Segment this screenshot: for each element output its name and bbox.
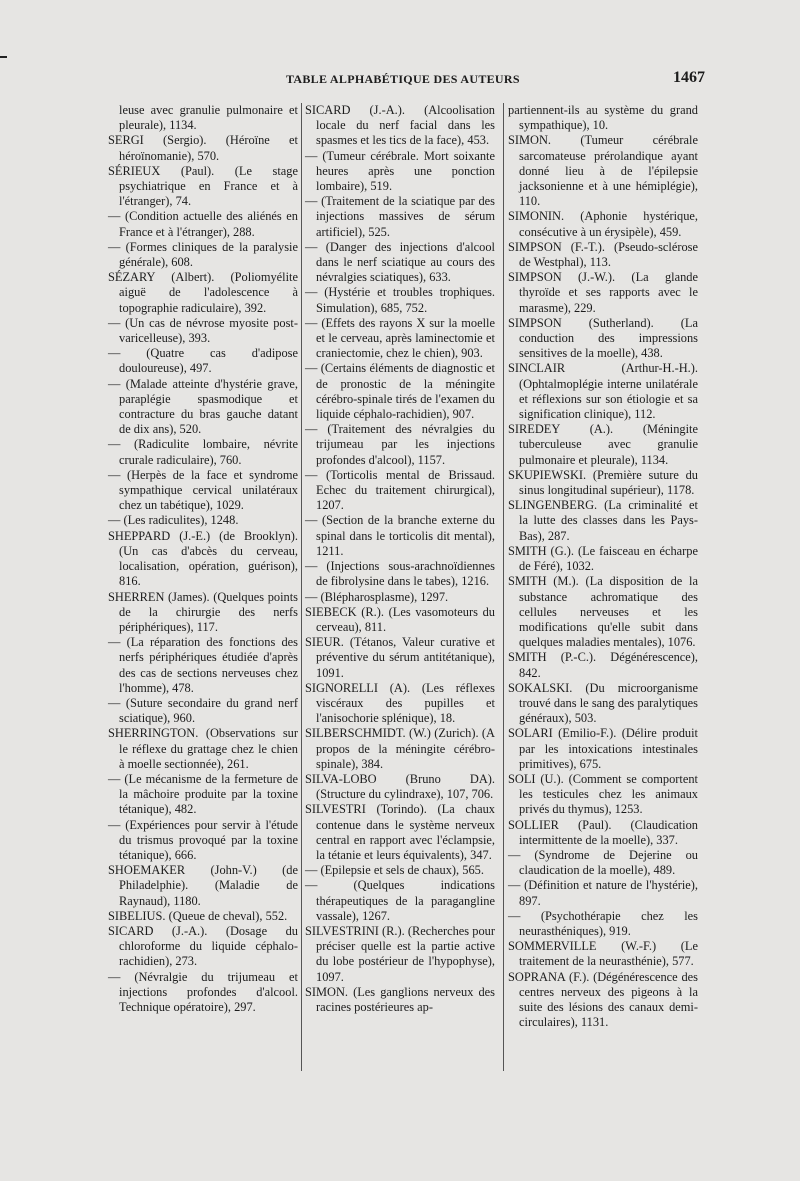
page-number: 1467: [673, 69, 705, 86]
index-entry: — (Injections sous-arachnoïdiennes de fibrolysine dans le tabes), 1216.: [305, 559, 495, 589]
index-entry: — (La réparation des fonctions des nerfs périphériques étudiée d'après des cas de sections nerveuses chez l'homme), 478.: [108, 635, 298, 695]
index-entry: — (Syndrome de Dejerine ou claudication de la moelle), 489.: [508, 847, 698, 878]
index-entry: — (Névralgie du trijumeau et injections profondes d'alcool. Technique opératoire), 297.: [108, 969, 298, 1014]
index-entry: — (Hystérie et troubles trophiques. Simulation), 685, 752.: [305, 285, 495, 315]
index-column-3: [508, 103, 698, 1030]
index-entry: SMITH (G.). (Le faisceau en écharpe de Féré), 1032.: [508, 543, 698, 574]
index-entry: SERGI (Sergio). (Héroïne et héroïnomanie), 570.: [108, 133, 298, 163]
index-entry: SHEPPARD (J.-E.) (de Brooklyn). (Un cas d'abcès du cerveau, localisation, opération, guérison), 816.: [108, 528, 298, 589]
index-entry: — (Herpès de la face et syndrome sympathique cervical unilatéraux chez un tabétique), 1029.: [108, 467, 298, 513]
index-entry: — (Les radiculites), 1248.: [108, 513, 239, 528]
index-entry: — (Expériences pour servir à l'étude du trismus provoqué par la toxine tétanique), 666.: [108, 817, 298, 862]
index-entry: SILBERSCHMIDT. (W.) (Zurich). (A propos de la méningite cérébro-spinale), 384.: [305, 726, 495, 771]
index-entry: SÉZARY (Albert). (Poliomyélite aiguë de l'adolescence à topographie radiculaire), 392.: [108, 270, 298, 315]
index-entry: SILVA-LOBO (Bruno DA). (Structure du cylindraxe), 107, 706.: [305, 771, 495, 802]
index-entry: SLINGENBERG. (La criminalité et la lutte des classes dans les Pays-Bas), 287.: [508, 498, 698, 543]
index-entry: partiennent-ils au système du grand sympathique), 10.: [508, 103, 698, 133]
index-entry: SIEUR. (Tétanos, Valeur curative et préventive du sérum antitétanique), 1091.: [305, 635, 495, 680]
index-entry: SÉRIEUX (Paul). (Le stage psychiatrique en France et à l'étranger), 74.: [108, 163, 298, 209]
index-entry: SIEBECK (R.). (Les vasomoteurs du cerveau), 811.: [305, 604, 495, 634]
index-entry: SIMON. (Les ganglions nerveux des racines postérieures ap-: [305, 984, 495, 1014]
index-entry: — (Traitement des névralgies du trijumeau par les injections profondes d'alcool), 1157.: [305, 422, 495, 467]
index-entry: leuse avec granulie pulmonaire et pleurale), 1134.: [119, 103, 298, 133]
index-entry: SOLLIER (Paul). (Claudication intermittente de la moelle), 337.: [508, 817, 698, 847]
index-entry: — (Condition actuelle des aliénés en France et à l'étranger), 288.: [108, 209, 298, 239]
margin-mark: [0, 56, 7, 58]
index-entry: — (Un cas de névrose myosite post-varicelleuse), 393.: [108, 315, 298, 346]
index-entry: SIMONIN. (Aphonie hystérique, consécutive à un érysipèle), 459.: [508, 209, 698, 239]
index-entry: SIBELIUS. (Queue de cheval), 552.: [108, 908, 288, 923]
running-title: TABLE ALPHABÉTIQUE DES AUTEURS: [286, 72, 520, 86]
index-entry: — (Formes cliniques de la paralysie générale), 608.: [108, 239, 298, 270]
column-divider: [301, 103, 302, 1071]
index-entry: — (Section de la branche externe du spinal dans le torticolis dit mental), 1211.: [305, 513, 495, 558]
index-entry: SHERRINGTON. (Observations sur le réflexe du grattage chez le chien à moelle sectionnée), 261.: [108, 726, 298, 771]
index-entry: SMITH (P.-C.). Dégénérescence), 842.: [508, 650, 698, 680]
index-entry: SIGNORELLI (A). (Les réflexes viscéraux des pupilles et l'anisochorie splénique), 18.: [305, 680, 495, 726]
running-header: [110, 69, 705, 89]
index-entry: SOMMERVILLE (W.-F.) (Le traitement de la neurasthénie), 577.: [508, 939, 698, 969]
index-entry: — (Psychothérapie chez les neurasthéniques), 919.: [508, 908, 698, 938]
index-entry: — (Epilepsie et sels de chaux), 565.: [305, 863, 484, 878]
index-entry: — (Traitement de la sciatique par des injections massives de sérum artificiel), 525.: [305, 194, 495, 239]
index-entry: — (Danger des injections d'alcool dans le nerf sciatique au cours des névralgies sciatiques), 633.: [305, 239, 495, 285]
index-entry: SILVESTRI (Torindo). (La chaux contenue dans le système nerveux central en rapport avec l'éclampsie, la tétanie et leurs équivalents), 347.: [305, 802, 495, 862]
index-entry: SOLI (U.). (Comment se comportent les testicules chez les animaux privés du thymus), 1253.: [508, 771, 698, 817]
index-entry: SILVESTRINI (R.). (Recherches pour préciser quelle est la partie active du lobe postérieur de l'hypophyse), 1097.: [305, 923, 495, 984]
index-column-1: [108, 103, 298, 1015]
index-entry: SOLARI (Emilio-F.). (Délire produit par les intoxications intestinales primitives), 675.: [508, 726, 698, 771]
index-entry: SOKALSKI. (Du microorganisme trouvé dans le sang des paralytiques généraux), 503.: [508, 680, 698, 726]
index-entry: — (Suture secondaire du grand nerf sciatique), 960.: [108, 695, 298, 726]
index-entry: — (Définition et nature de l'hystérie), 897.: [508, 878, 698, 908]
index-entry: SHOEMAKER (John-V.) (de Philadelphie). (Maladie de Raynaud), 1180.: [108, 863, 298, 908]
index-entry: SIMPSON (Sutherland). (La conduction des impressions sensitives de la moelle), 438.: [508, 315, 698, 361]
index-entry: — (Le mécanisme de la fermeture de la mâchoire produite par la toxine tétanique), 482.: [108, 771, 298, 817]
index-entry: SOPRANA (F.). (Dégénérescence des centres nerveux des pigeons à la suite des lésions des canaux demi-circulaires), 1131.: [508, 969, 698, 1030]
index-entry: — (Quelques indications thérapeutiques de la paragangline vassale), 1267.: [305, 878, 495, 923]
index-entry: — (Radiculite lombaire, névrite crurale radiculaire), 760.: [108, 437, 298, 467]
index-entry: SICARD (J.-A.). (Alcoolisation locale du nerf facial dans les spasmes et les tics de la face), 453.: [305, 103, 495, 148]
index-entry: SHERREN (James). (Quelques points de la chirurgie des nerfs périphériques), 117.: [108, 589, 298, 634]
index-entry: — (Effets des rayons X sur la moelle et le cerveau, après laminectomie et craniectomie, chez le chien), 903.: [305, 315, 495, 361]
index-entry: SINCLAIR (Arthur-H.-H.). (Ophtalmoplégie interne unilatérale et réflexions sur son étiologie et sa signification clinique), 112.: [508, 361, 698, 422]
index-entry: SIREDEY (A.). (Méningite tuberculeuse avec granulie pulmonaire et pleurale), 1134.: [508, 422, 698, 467]
index-entry: SKUPIEWSKI. (Première suture du sinus longitudinal supérieur), 1178.: [508, 467, 698, 498]
index-entry: — (Certains éléments de diagnostic et de pronostic de la méningite cérébro-spinale tirés de l'examen du liquide céphalo-rachidien), 907.: [305, 361, 495, 422]
index-entry: SIMPSON (J.-W.). (La glande thyroïde et ses rapports avec le marasme), 229.: [508, 270, 698, 315]
index-column-2: [305, 103, 495, 1015]
index-entry: — (Malade atteinte d'hystérie grave, paraplégie spasmodique et contracture du bras gauche datant de dix ans), 520.: [108, 376, 298, 437]
index-entry: — (Tumeur cérébrale. Mort soixante heures après une ponction lombaire), 519.: [305, 148, 495, 194]
index-entry: — (Quatre cas d'adipose douloureuse), 497.: [108, 346, 298, 376]
index-entry: — (Torticolis mental de Brissaud. Echec du traitement chirurgical), 1207.: [305, 467, 495, 513]
index-entry: SIMPSON (F.-T.). (Pseudo-sclérose de Westphal), 113.: [508, 239, 698, 270]
index-entry: — (Blépharosplasme), 1297.: [305, 589, 449, 604]
index-entry: SMITH (M.). (La disposition de la substance achromatique des cellules nerveuses et les modifications qu'elle subit dans quelques maladies mentales), 1076.: [508, 574, 698, 650]
index-entry: SIMON. (Tumeur cérébrale sarcomateuse prérolandique ayant donné lieu à de l'épilepsie jacksonienne et à une hémiplégie), 110.: [508, 133, 698, 209]
column-divider: [503, 103, 504, 1071]
index-entry: SICARD (J.-A.). (Dosage du chloroforme du liquide céphalo-rachidien), 273.: [108, 923, 298, 969]
